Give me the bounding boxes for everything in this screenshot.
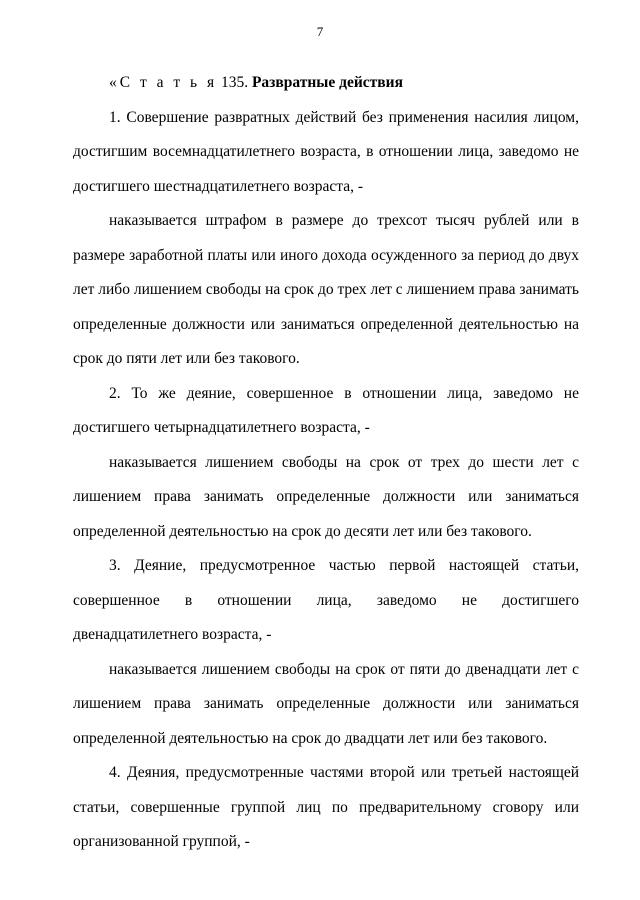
paragraph-part-4: 4. Деяния, предусмотренные частями второй или третьей настоящей статьи, совершенные группой лиц по предварительному сговору или организованной группой, - [73, 764, 579, 850]
article-prefix: «С т а т ь я [109, 74, 218, 91]
paragraph-penalty-1: наказывается штрафом в размере до трехсот тысяч рублей или в размере заработной платы или иного дохода осужденного за период до двух лет либо лишением свободы на срок до трех лет с лишением права занимать определенные должности или заниматься определенной деятельностью на срок до пяти лет или без такового. [73, 212, 579, 367]
paragraph-part-3: 3. Деяние, предусмотренное частью первой настоящей статьи, совершенное в отношении лица, заведомо не достигшего двенадцатилетнего возраста, - [73, 557, 579, 643]
paragraph-part-2: 2. То же деяние, совершенное в отношении лица, заведомо не достигшего четырнадцатилетнего возраста, - [73, 384, 579, 436]
page-number: 7 [316, 24, 324, 39]
paragraph-penalty-3: наказывается лишением свободы на срок от пяти до двенадцати лет с лишением права занимать определенные должности или заниматься определенной деятельностью на срок до двадцати лет или без такового. [73, 660, 579, 747]
article-title: Развратные действия [251, 74, 403, 91]
article-number: 135. [217, 74, 252, 91]
paragraph-part-1: 1. Совершение развратных действий без применения насилия лицом, достигшим восемнадцатилетнего возраста, в отношении лица, заведомо не достигшего шестнадцатилетнего возраста, - [73, 108, 579, 195]
article-heading [73, 66, 579, 101]
paragraph-penalty-2: наказывается лишением свободы на срок от трех до шести лет с лишением права занимать определенные должности или заниматься определенной деятельностью на срок до десяти лет или без такового. [73, 453, 579, 540]
document-body [73, 66, 579, 860]
